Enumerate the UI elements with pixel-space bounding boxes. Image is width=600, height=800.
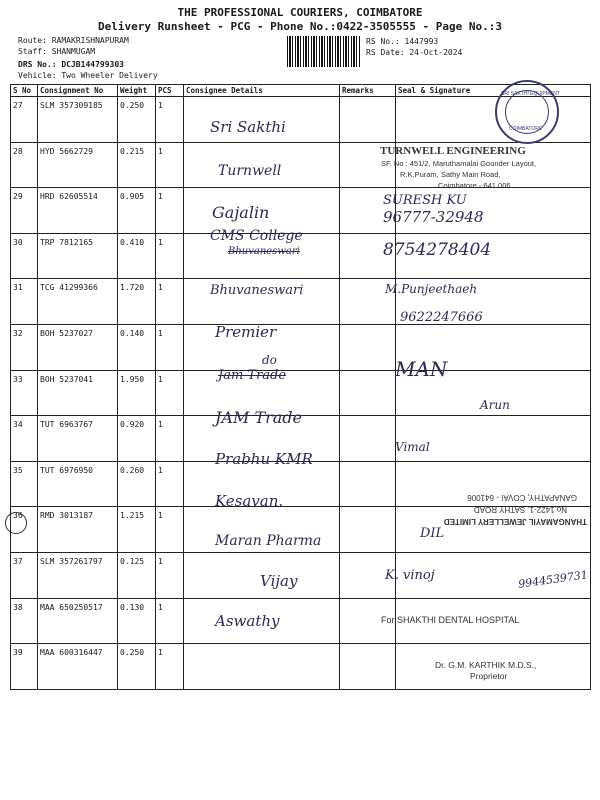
row-sno: 34 (11, 416, 38, 462)
row-pcs: 1 (156, 279, 184, 325)
runsheet-table (10, 84, 591, 690)
row-sno: 32 (11, 324, 38, 370)
row-consignment-no: RMD 3013187 (38, 507, 118, 553)
staff-value: SHANMUGAM (51, 47, 96, 56)
row-seal-cell (396, 97, 591, 143)
row-weight: 0.125 (118, 552, 156, 598)
sig-35: Vimal (395, 440, 430, 454)
row-remarks-cell (340, 644, 396, 690)
thangamayil-stamp: THANGAMAYIL JEWELLERY LIMITED No.1422-1, SATHY ROAD GANAPATHY, COVAI - 641006 (443, 493, 587, 526)
row-remarks-cell (340, 370, 396, 416)
col-consignment: Consignment No (38, 85, 118, 97)
rs-date: RS Date: 24-Oct-2024 (366, 48, 463, 57)
sig-29-phone: 96777-32948 (383, 208, 484, 226)
row-weight: 0.410 (118, 233, 156, 279)
row-weight: 0.140 (118, 324, 156, 370)
row-pcs: 1 (156, 507, 184, 553)
row-sno: 38 (11, 598, 38, 644)
consignee-hw-39: Aswathy (215, 612, 280, 630)
row-pcs: 1 (156, 233, 184, 279)
col-remarks: Remarks (340, 85, 396, 97)
runsheet-subtitle: Delivery Runsheet - PCG - Phone No.:0422-3505555 - Page No.:3 (98, 20, 502, 33)
row-consignment-no: TUT 6976950 (38, 461, 118, 507)
row-consignment-no: TUT 6963767 (38, 416, 118, 462)
sig-33: MAN (395, 357, 448, 381)
consignee-hw-29: Gajalin (212, 203, 270, 222)
row-sno: 28 (11, 142, 38, 188)
sig-37: DIL (420, 526, 445, 541)
sig-38-phone: 9944539731 (517, 568, 589, 591)
consignee-hw-34: JAM Trade (215, 408, 303, 427)
row-pcs: 1 (156, 188, 184, 234)
proprietor-label: Proprietor (470, 671, 508, 681)
row-weight: 1.720 (118, 279, 156, 325)
row-consignment-no: SLM 357309185 (38, 97, 118, 143)
consignee-hw-36: Kesavan. (215, 492, 284, 510)
row-consignment-no: HRD 62605514 (38, 188, 118, 234)
doctor-name: Dr. G.M. KARTHIK M.D.S., (435, 660, 537, 670)
consignee-hw-35: Prabhu KMR (215, 450, 313, 468)
row-consignment-no: MAA 650250517 (38, 598, 118, 644)
row-pcs: 1 (156, 142, 184, 188)
row-weight: 0.920 (118, 416, 156, 462)
turnwell-stamp-name: TURNWELL ENGINEERING (380, 145, 526, 157)
route-value: RAMAKRISHNAPURAM (51, 36, 129, 45)
row-seal-cell (396, 416, 591, 462)
route-line: Route: RAMAKRISHNAPURAM (18, 36, 129, 45)
turnwell-stamp-addr1: SF. No : 451/2, Maruthamalai Gounder Layout, (381, 159, 537, 168)
sig-30-phone: 8754278404 (383, 240, 492, 260)
table-row (11, 188, 591, 234)
row-consignment-no: TCG 41299366 (38, 279, 118, 325)
barcode (287, 36, 361, 67)
drs-line: DRS No.: DCJB144799303 (18, 60, 124, 69)
col-seal-signature: Seal & Signature (396, 85, 591, 97)
row-weight: 1.215 (118, 507, 156, 553)
row-consignment-no: BOH 5237027 (38, 324, 118, 370)
col-weight: Weight (118, 85, 156, 97)
consignee-hw-30-strike: Bhuvaneswari (228, 246, 300, 257)
row-weight: 0.250 (118, 97, 156, 143)
row-sno: 30 (11, 233, 38, 279)
staff-line: Staff: SHANMUGAM (18, 47, 96, 56)
sig-32: 9622247666 (400, 310, 483, 325)
company-title: THE PROFESSIONAL COURIERS, COIMBATORE (177, 6, 423, 19)
row-pcs: 1 (156, 324, 184, 370)
row-sno: 36 (11, 507, 38, 553)
row-pcs: 1 (156, 461, 184, 507)
row-weight: 0.260 (118, 461, 156, 507)
consignee-hw-31: Bhuvaneswari (210, 283, 304, 298)
col-sno: S No (11, 85, 38, 97)
row-pcs: 1 (156, 416, 184, 462)
turnwell-stamp-addr3: Coimbatore - 641 006. (438, 181, 513, 190)
row-remarks-cell (340, 324, 396, 370)
rs-number: RS No.: 1447993 (366, 37, 439, 46)
consignee-hw-38: Vijay (260, 572, 298, 590)
consignee-hw-27: Sri Sakthi (210, 118, 286, 136)
row-weight: 1.950 (118, 370, 156, 416)
table-row (11, 324, 591, 370)
sig-29-name: SURESH KU (383, 193, 467, 208)
row-pcs: 1 (156, 598, 184, 644)
row-pcs: 1 (156, 370, 184, 416)
row-sno: 39 (11, 644, 38, 690)
row-weight: 0.130 (118, 598, 156, 644)
table-row (11, 552, 591, 598)
consignee-hw-30: CMS College (210, 228, 303, 244)
row-sno: 35 (11, 461, 38, 507)
row-weight: 0.905 (118, 188, 156, 234)
row-sno: 29 (11, 188, 38, 234)
consignee-hw-33-strike: Jam Trade (218, 368, 287, 383)
row-consignment-no: SLM 357261797 (38, 552, 118, 598)
col-pcs: PCS (156, 85, 184, 97)
sri-sakthi-round-seal: SRI SAKTHI EQUIPMENT COIMBATORE (495, 80, 559, 144)
row-consignee-cell (184, 644, 340, 690)
row-sno: 31 (11, 279, 38, 325)
row-pcs: 1 (156, 552, 184, 598)
row-pcs: 1 (156, 97, 184, 143)
row-remarks-cell (340, 416, 396, 462)
col-consignee: Consignee Details (184, 85, 340, 97)
sig-38: K. vinoj (385, 568, 435, 583)
row-37-circle (5, 512, 27, 534)
row-sno: 27 (11, 97, 38, 143)
sig-31: M.Punjeethaeh (385, 282, 478, 296)
row-weight: 0.215 (118, 142, 156, 188)
row-remarks-cell (340, 97, 396, 143)
consignee-hw-28: Turnwell (218, 163, 282, 179)
row-sno: 37 (11, 552, 38, 598)
row-consignment-no: MAA 600316447 (38, 644, 118, 690)
turnwell-stamp-addr2: R.K.Puram, Sathy Main Road, (400, 170, 501, 179)
vehicle-line: Vehicle: Two Wheeler Delivery (18, 71, 158, 80)
row-consignment-no: HYD 5662729 (38, 142, 118, 188)
sig-34: Arun (480, 398, 510, 412)
row-weight: 0.250 (118, 644, 156, 690)
shakthi-dental-stamp: For SHAKTHI DENTAL HOSPITAL (381, 615, 520, 625)
consignee-hw-32: Premier (215, 323, 277, 341)
row-consignment-no: BOH 5237041 (38, 370, 118, 416)
row-consignment-no: TRP 7812165 (38, 233, 118, 279)
drs-value: DCJB144799303 (61, 60, 124, 69)
row-sno: 33 (11, 370, 38, 416)
consignee-hw-37: Maran Pharma (215, 533, 322, 549)
row-pcs: 1 (156, 644, 184, 690)
consignee-hw-33: do (262, 353, 277, 367)
